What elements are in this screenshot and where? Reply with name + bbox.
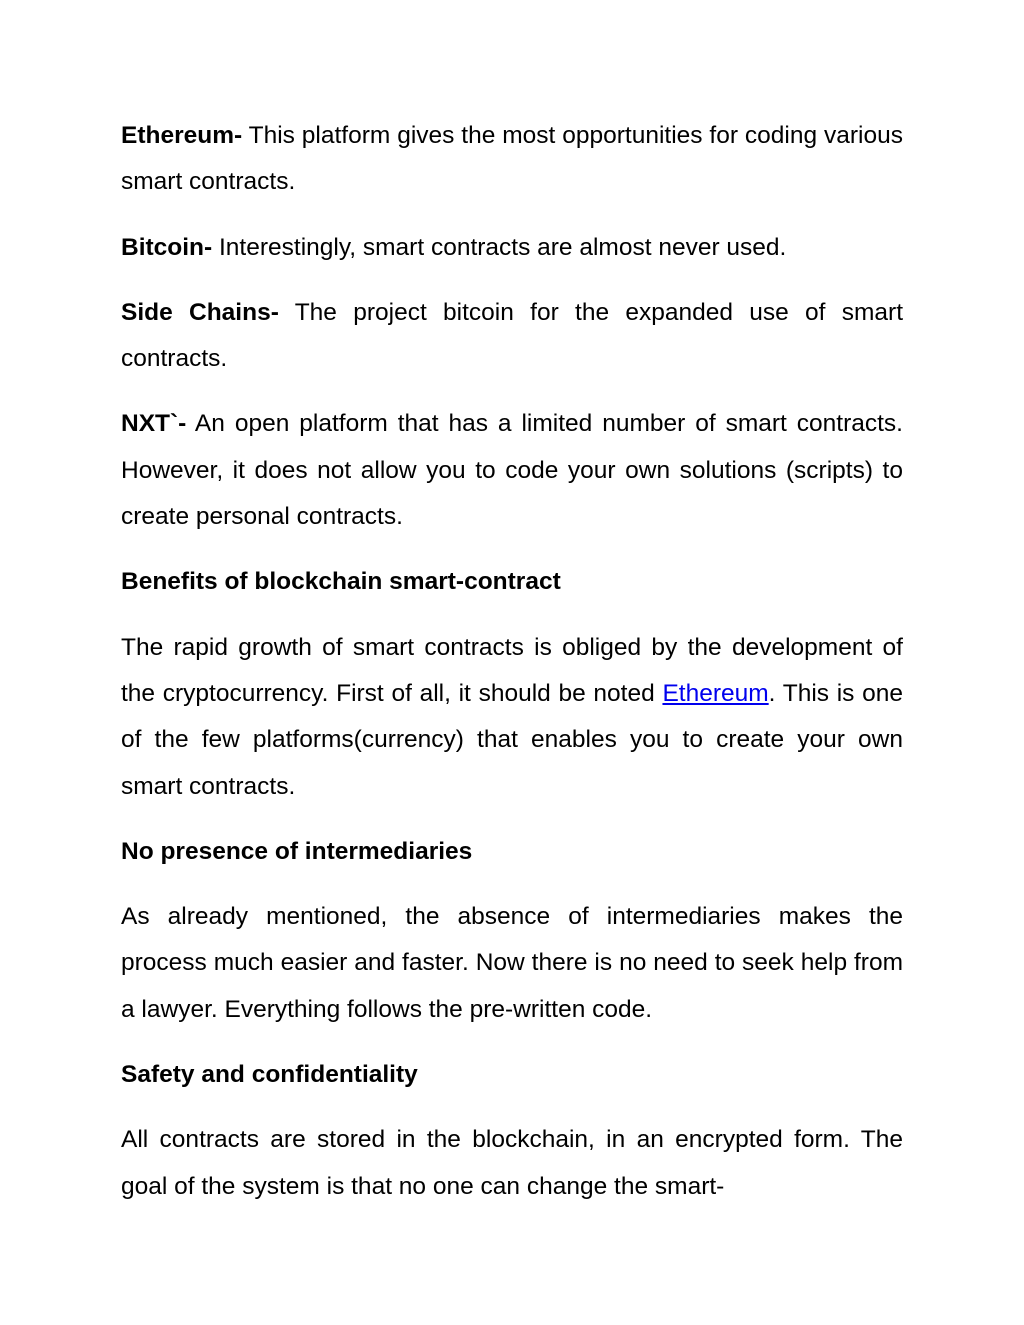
definition-term: Ethereum- xyxy=(121,122,243,149)
safety-paragraph: All contracts are stored in the blockchain, in an encrypted form. The goal of the system is that no one can change the smart- xyxy=(121,1126,903,1200)
definition-term: NXT`- xyxy=(121,410,187,438)
definition-text: Interestingly, smart contracts are almost never used. xyxy=(212,233,787,261)
definition-ethereum xyxy=(121,113,903,206)
definition-term: Bitcoin- xyxy=(121,233,213,261)
benefits-heading: Benefits of blockchain smart-contract xyxy=(121,568,561,596)
document-page xyxy=(121,113,903,1210)
benefits-text-before-link: The rapid growth of smart contracts is obliged by the development of the cryptocurrency. First of all, it should be noted xyxy=(121,633,903,707)
ethereum-link[interactable]: Ethereum xyxy=(662,679,769,707)
definition-bitcoin xyxy=(121,225,903,271)
benefits-text-after-link: . This is one of the few platforms(currency) that enables you to create your own smart contracts. xyxy=(121,679,904,800)
safety-heading: Safety and confidentiality xyxy=(121,1061,418,1089)
definition-text: This platform gives the most opportunities for coding various smart contracts. xyxy=(121,122,903,196)
intermediaries-heading: No presence of intermediaries xyxy=(121,837,473,865)
definition-text: The project bitcoin for the expanded use of smart contracts. xyxy=(121,298,904,373)
benefits-paragraph xyxy=(121,625,903,810)
definition-nxt xyxy=(121,401,903,540)
definition-term: Side Chains- xyxy=(121,298,279,326)
intermediaries-paragraph: As already mentioned, the absence of intermediaries makes the process much easier and faster. Now there is no need to seek help from a lawyer. Everything follows the pre-written code. xyxy=(121,903,903,1023)
definition-text: An open platform that has a limited number of smart contracts. However, it does not allow you to code your own solutions (scripts) to create personal contracts. xyxy=(121,410,903,531)
definition-side-chains xyxy=(121,290,903,383)
